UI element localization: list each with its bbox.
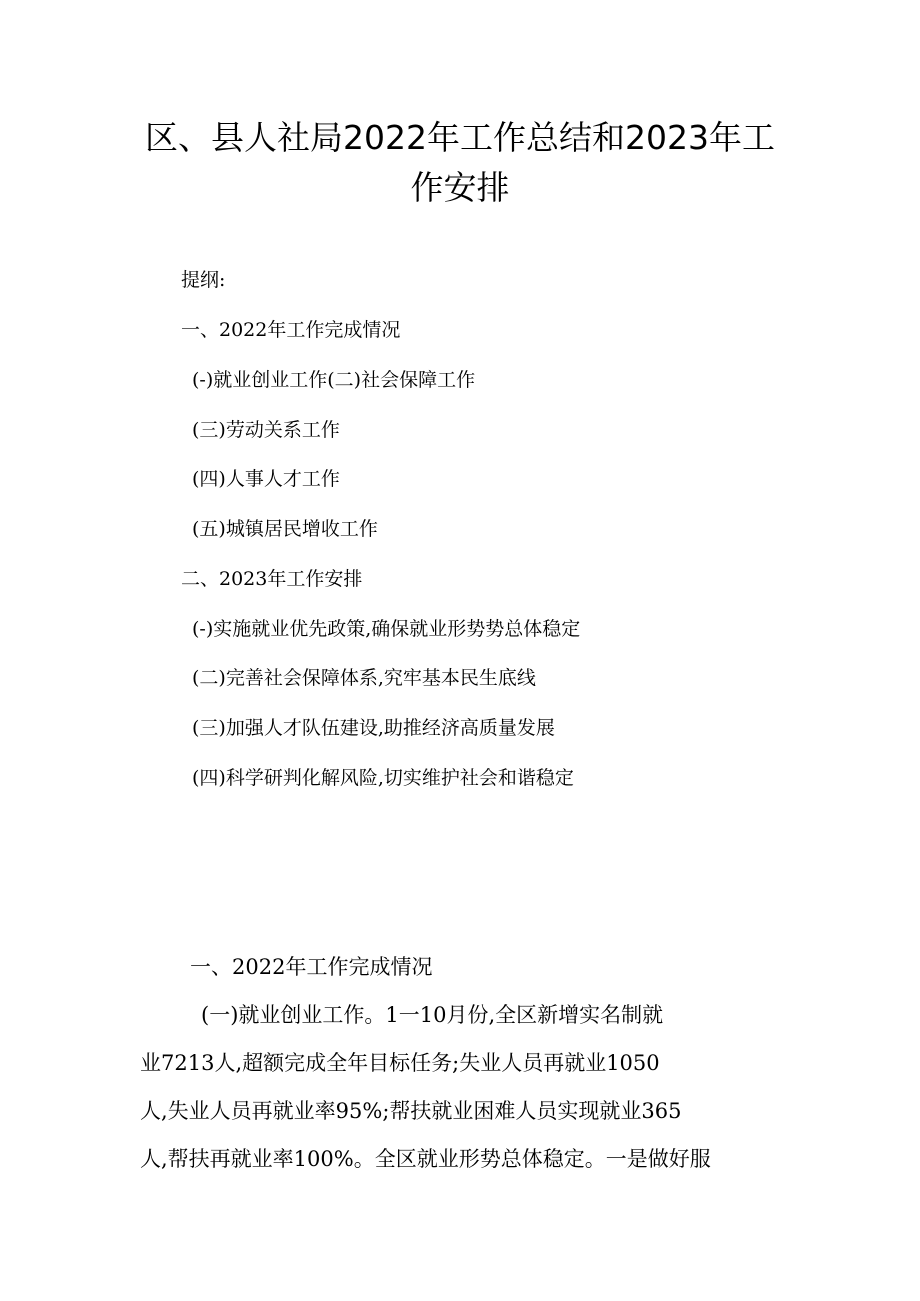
outline-item: (四)科学研判化解风险,切实维护社会和谐稳定 bbox=[192, 767, 574, 789]
body-paragraph-line: 人,帮扶再就业率100%。全区就业形势总体稳定。一是做好服 bbox=[140, 1147, 711, 1171]
outline-label: 提纲: bbox=[181, 269, 226, 291]
outline-item: 二、2023年工作安排 bbox=[181, 568, 363, 590]
document-title-line-1: 区、县人社局2022年工作总结和2023年工 bbox=[145, 118, 775, 157]
outline-item: 一、2022年工作完成情况 bbox=[181, 319, 401, 341]
outline-item: (四)人事人才工作 bbox=[192, 468, 340, 490]
outline-item: (二)完善社会保障体系,究牢基本民生底线 bbox=[192, 667, 536, 689]
outline-item: (三)加强人才队伍建设,助推经济高质量发展 bbox=[192, 717, 555, 739]
body-paragraph-line: (一)就业创业工作。1一10月份,全区新增实名制就 bbox=[201, 1003, 664, 1027]
section-heading: 一、2022年工作完成情况 bbox=[190, 955, 433, 979]
document-title-line-2: 作安排 bbox=[410, 168, 510, 207]
body-paragraph-line: 业7213人,超额完成全年目标任务;失业人员再就业1050 bbox=[140, 1051, 660, 1075]
body-paragraph-line: 人,失业人员再就业率95%;帮扶就业困难人员实现就业365 bbox=[140, 1099, 682, 1123]
outline-item: (三)劳动关系工作 bbox=[192, 419, 340, 441]
outline-item: (-)实施就业优先政策,确保就业形势势总体稳定 bbox=[192, 618, 581, 640]
outline-item: (-)就业创业工作(二)社会保障工作 bbox=[192, 369, 476, 391]
outline-item: (五)城镇居民增收工作 bbox=[192, 518, 378, 540]
